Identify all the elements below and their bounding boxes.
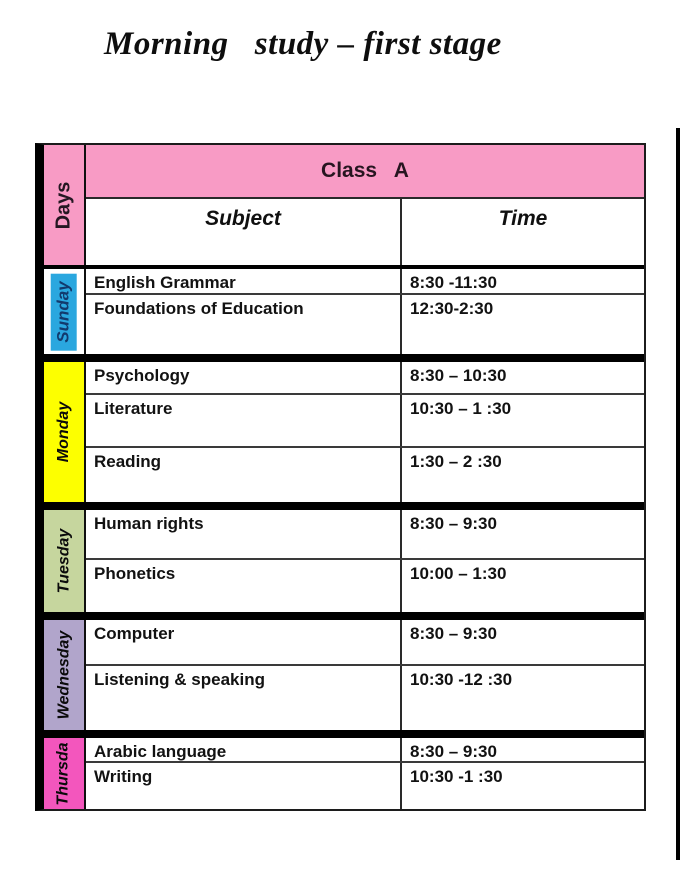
- time-column-header: Time: [400, 199, 644, 265]
- schedule-row: [86, 620, 644, 666]
- time-cell: 12:30-2:30: [400, 295, 644, 354]
- divider: [44, 612, 644, 620]
- subject-cell: Computer: [94, 624, 175, 643]
- subject-cell: Reading: [94, 452, 162, 471]
- day-block-sunday: [44, 269, 644, 354]
- schedule-row: [86, 395, 644, 448]
- subject-cell: Literature: [94, 399, 173, 418]
- table-header-zone: [44, 145, 644, 265]
- day-block-monday: [44, 362, 644, 502]
- schedule-row: [86, 666, 644, 730]
- time-cell: 10:30 -1 :30: [400, 763, 644, 809]
- subject-cell: Psychology: [94, 366, 190, 385]
- day-label-monday: Monday: [55, 401, 73, 463]
- time-cell: 8:30 – 9:30: [400, 620, 644, 664]
- page-title: Morning study – first stage: [104, 26, 502, 62]
- schedule-row: [86, 763, 644, 809]
- day-block-tuesday: [44, 510, 644, 612]
- subject-column-header: Subject: [205, 207, 281, 230]
- subject-cell: Listening & speaking: [94, 670, 265, 689]
- subject-cell: Human rights: [94, 514, 204, 533]
- day-block-wednesday: [44, 620, 644, 730]
- time-cell: 10:00 – 1:30: [400, 560, 644, 612]
- schedule-table: [35, 143, 646, 811]
- time-cell: 8:30 -11:30: [400, 269, 644, 293]
- rows-tuesday: [86, 510, 644, 612]
- header-main: [86, 145, 644, 265]
- class-header-label: Class A: [321, 159, 409, 182]
- day-cell-thursday: [44, 738, 86, 809]
- divider: [44, 730, 644, 738]
- day-cell-tuesday: [44, 510, 86, 612]
- subject-cell: Phonetics: [94, 564, 176, 583]
- schedule-row: [86, 295, 644, 354]
- subject-cell: Writing: [94, 767, 153, 786]
- day-block-thursday: [44, 738, 644, 809]
- day-cell-wednesday: [44, 620, 86, 730]
- rows-thursday: [86, 738, 644, 809]
- time-cell: 8:30 – 9:30: [400, 738, 644, 761]
- day-cell-sunday: [44, 269, 86, 354]
- time-cell: 8:30 – 10:30: [400, 362, 644, 393]
- class-header-cell: [86, 145, 644, 199]
- time-cell: 10:30 – 1 :30: [400, 395, 644, 446]
- schedule-row: [86, 738, 644, 763]
- schedule-row: [86, 269, 644, 295]
- time-cell: 1:30 – 2 :30: [400, 448, 644, 502]
- divider: [44, 354, 644, 362]
- days-header-cell: [44, 145, 86, 265]
- schedule-row: [86, 362, 644, 395]
- day-label-tuesday: Tuesday: [55, 528, 72, 594]
- subject-cell: English Grammar: [94, 273, 236, 292]
- right-edge-rule: [676, 128, 680, 860]
- subject-cell: Foundations of Education: [94, 299, 304, 318]
- day-label-wednesday: Wednesday: [55, 630, 72, 720]
- day-label-sunday: Sunday: [51, 273, 77, 350]
- day-cell-monday: [44, 362, 86, 502]
- rows-wednesday: [86, 620, 644, 730]
- subject-cell: Arabic language: [94, 742, 227, 761]
- days-header-label: Days: [52, 181, 75, 229]
- schedule-row: [86, 560, 644, 612]
- schedule-row: [86, 448, 644, 502]
- rows-monday: [86, 362, 644, 502]
- divider: [44, 502, 644, 510]
- time-cell: 10:30 -12 :30: [400, 666, 644, 730]
- day-label-thursday: Thursda: [55, 741, 72, 806]
- rows-sunday: [86, 269, 644, 354]
- column-header-row: [86, 199, 644, 265]
- time-cell: 8:30 – 9:30: [400, 510, 644, 558]
- schedule-row: [86, 510, 644, 560]
